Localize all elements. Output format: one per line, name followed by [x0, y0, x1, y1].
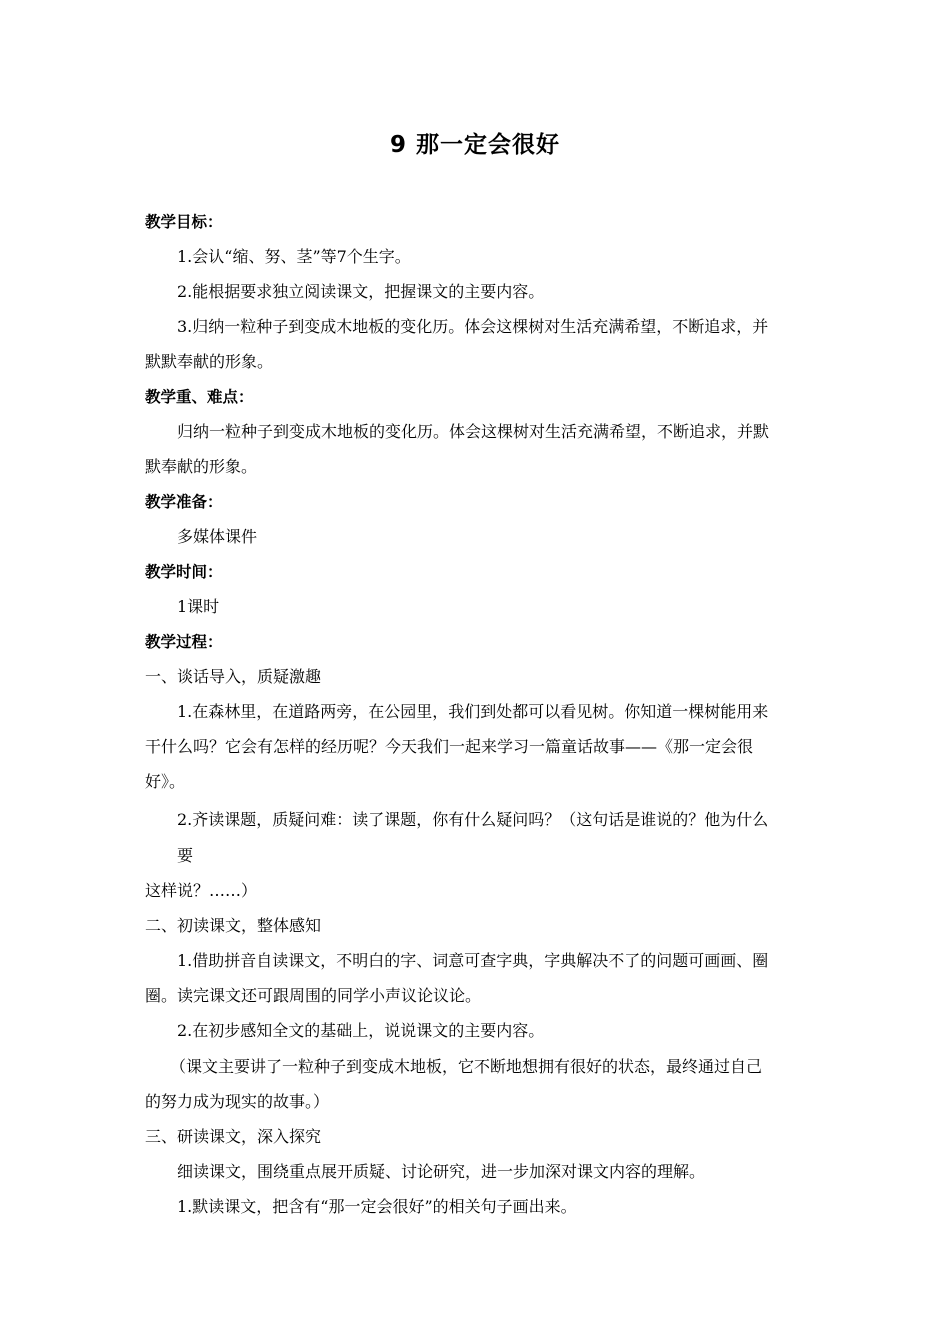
- key-points-line1: 归纳一粒种子到变成木地板的变化历。体会这棵树对生活充满希望，不断追求，并默: [177, 422, 770, 441]
- time-text: 1课时: [177, 597, 220, 616]
- section-1-p2-line2: 要: [177, 846, 194, 865]
- section-2-p1-line2: 圈。读完课文还可跟周围的同学小声议论议论。: [145, 986, 482, 1005]
- section-1-p1-line2: 干什么吗？它会有怎样的经历呢？今天我们一起来学习一篇童话故事——《那一定会很: [145, 737, 754, 756]
- section-2-p3-line1: （课文主要讲了一粒种子到变成木地板，它不断地想拥有很好的状态，最终通过自己: [170, 1057, 763, 1076]
- section-2-p2: 2.在初步感知全文的基础上，说说课文的主要内容。: [177, 1021, 545, 1040]
- section-1-title: 一、谈话导入，质疑激趣: [145, 667, 322, 686]
- section-3-p1: 细读课文，围绕重点展开质疑、讨论研究，进一步加深对课文内容的理解。: [177, 1162, 706, 1181]
- section-1-p2-line1: 2.齐读课题，质疑问难：读了课题，你有什么疑问吗？（这句话是谁说的？他为什么: [177, 810, 769, 829]
- goal-item-1: 1.会认“缩、努、茎”等7个生字。: [177, 247, 411, 266]
- section-3-p2: 1.默读课文，把含有“那一定会很好”的相关句子画出来。: [177, 1197, 577, 1216]
- section-2-p3-line2: 的努力成为现实的故事。）: [145, 1092, 330, 1111]
- section-1-p2-line3: 这样说？……）: [145, 881, 258, 900]
- lesson-title: 9 那一定会很好: [389, 132, 560, 158]
- preparation-text: 多媒体课件: [177, 527, 258, 546]
- section-2-p1-line1: 1.借助拼音自读课文，不明白的字、词意可查字典，字典解决不了的问题可画画、圈: [177, 951, 769, 970]
- section-3-title: 三、研读课文，深入探究: [145, 1127, 322, 1146]
- key-points-line2: 默奉献的形象。: [145, 457, 258, 476]
- goal-item-3-line2: 默默奉献的形象。: [145, 352, 274, 371]
- goal-item-2: 2.能根据要求独立阅读课文，把握课文的主要内容。: [177, 282, 545, 301]
- time-heading: 教学时间：: [145, 563, 223, 581]
- preparation-heading: 教学准备：: [145, 493, 223, 511]
- process-heading: 教学过程：: [145, 633, 223, 651]
- section-2-title: 二、初读课文，整体感知: [145, 916, 322, 935]
- goals-heading: 教学目标：: [145, 213, 223, 231]
- goal-item-3-line1: 3.归纳一粒种子到变成木地板的变化历。体会这棵树对生活充满希望，不断追求，并: [177, 317, 769, 336]
- key-points-heading: 教学重、难点：: [145, 388, 254, 406]
- section-1-p1-line1: 1.在森林里，在道路两旁，在公园里，我们到处都可以看见树。你知道一棵树能用来: [177, 702, 769, 721]
- section-1-p1-line3: 好》。: [145, 772, 186, 791]
